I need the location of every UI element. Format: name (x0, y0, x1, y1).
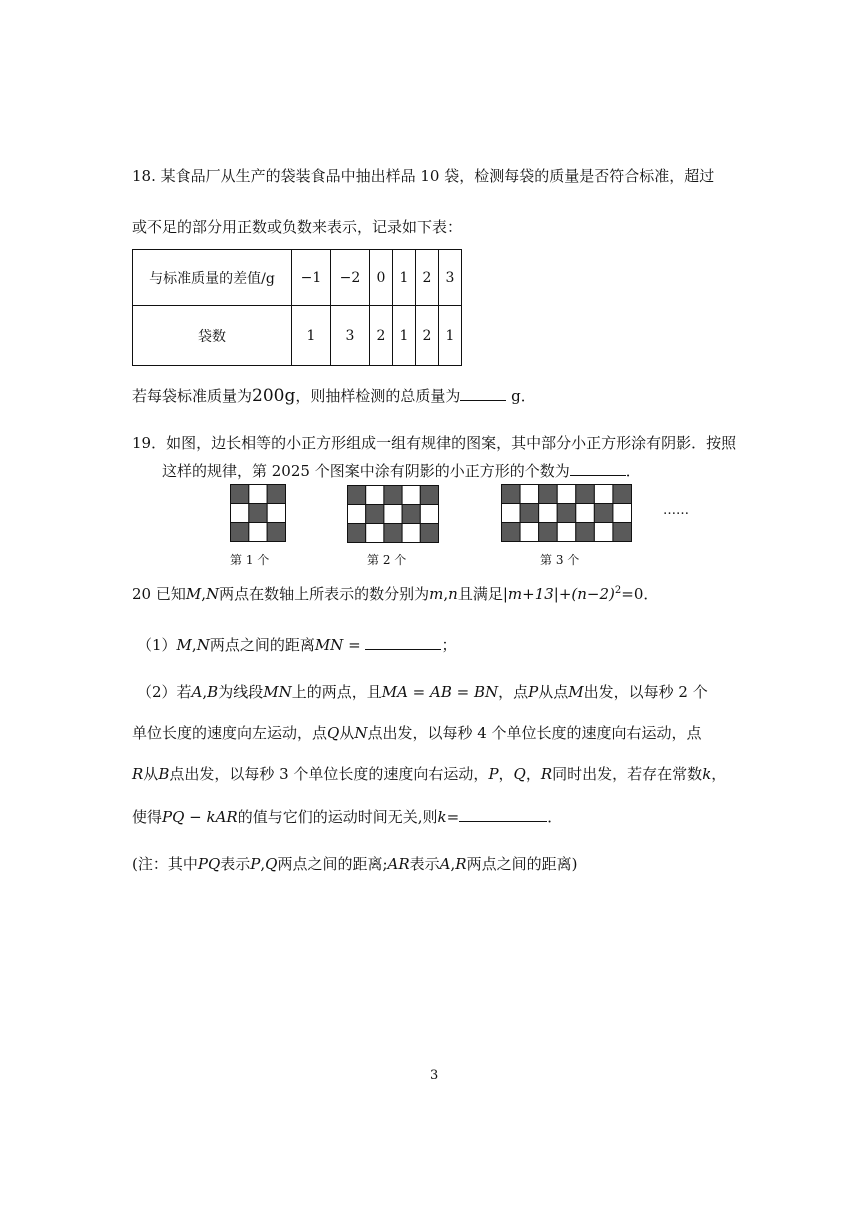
q18-line1: 18. 某食品厂从生产的袋装食品中抽出样品 10 袋，检测每袋的质量是否符合标准，超过 (132, 167, 715, 185)
q18-table (132, 249, 462, 366)
white-square (231, 504, 249, 523)
table-cell: 3 (331, 306, 370, 366)
shaded-square (539, 523, 558, 542)
shaded-square (402, 505, 420, 524)
table-cell: 0 (370, 250, 393, 306)
shaded-square (576, 523, 595, 542)
q18-answer-line: 若每袋标准质量为200g，则抽样检测的总质量为 g． (132, 386, 536, 406)
shaded-square (613, 523, 632, 542)
shaded-square (267, 485, 285, 504)
q20-part2-line4: 使得PQ − kAR的值与它们的运动时间无关,则k= ． (132, 808, 563, 826)
pattern-1 (230, 484, 286, 542)
table-header-diff: 与标准质量的差值/g (133, 250, 292, 306)
q19-line1: 19．如图，边长相等的小正方形组成一组有规律的图案，其中部分小正方形涂有阴影．按照 (132, 434, 737, 452)
shaded-square (348, 486, 366, 505)
white-square (348, 505, 366, 524)
shaded-square (420, 486, 438, 505)
shaded-square (520, 504, 539, 523)
shaded-square (502, 523, 521, 542)
white-square (502, 504, 521, 523)
shaded-square (539, 485, 558, 504)
shaded-square (420, 524, 438, 543)
table-cell: 2 (416, 306, 439, 366)
shaded-square (557, 504, 576, 523)
answer-blank[interactable] (570, 461, 626, 476)
white-square (249, 523, 267, 542)
q20-part1: （1）M,N两点之间的距离MN = ； (137, 636, 457, 654)
pattern-2-cells (348, 486, 439, 543)
table-cell: 1 (393, 250, 416, 306)
white-square (594, 523, 613, 542)
q18-line2: 或不足的部分用正数或负数来表示，记录如下表： (132, 218, 463, 236)
page-number: 3 (430, 1068, 439, 1083)
white-square (557, 523, 576, 542)
pattern-3 (501, 484, 632, 542)
shaded-square (384, 486, 402, 505)
caption-2: 第 2 个 (367, 553, 407, 567)
shaded-square (231, 485, 249, 504)
white-square (267, 504, 285, 523)
white-square (557, 485, 576, 504)
q20-note: (注：其中PQ表示P,Q两点之间的距离;AR表示A,R两点之间的距离) (132, 855, 578, 873)
answer-blank[interactable] (460, 386, 506, 401)
ellipsis: …… (663, 503, 689, 518)
table-header-count: 袋数 (133, 306, 292, 366)
white-square (366, 486, 384, 505)
pattern-3-cells (502, 485, 632, 542)
white-square (366, 524, 384, 543)
q19-line2: 这样的规律，第 2025 个图案中涂有阴影的小正方形的个数为 ． (162, 462, 641, 480)
shaded-square (366, 505, 384, 524)
table-cell: 1 (393, 306, 416, 366)
table-cell: −2 (331, 250, 370, 306)
shaded-square (231, 523, 249, 542)
white-square (520, 523, 539, 542)
white-square (249, 485, 267, 504)
table-cell: 1 (292, 306, 331, 366)
shaded-square (502, 485, 521, 504)
white-square (613, 504, 632, 523)
white-square (539, 504, 558, 523)
table-cell: 2 (416, 250, 439, 306)
shaded-square (249, 504, 267, 523)
pattern-2 (347, 485, 439, 543)
caption-1: 第 1 个 (230, 553, 270, 567)
white-square (576, 504, 595, 523)
shaded-square (576, 485, 595, 504)
table-cell: 2 (370, 306, 393, 366)
q20-line1: 20 已知M,N两点在数轴上所表示的数分别为m,n且满足$|m+13|+(n-2)^2=0$． (132, 585, 659, 603)
white-square (402, 486, 420, 505)
q20-part2-line3: R从B点出发，以每秒 3 个单位长度的速度向右运动，P，Q，R同时出发，若存在常数k， (132, 765, 727, 783)
answer-blank[interactable] (365, 635, 441, 650)
shaded-square (384, 524, 402, 543)
q20-part2-line2: 单位长度的速度向左运动，点Q从N点出发，以每秒 4 个单位长度的速度向右运动，点 (132, 724, 702, 742)
white-square (420, 505, 438, 524)
pattern-1-cells (231, 485, 286, 542)
table-cell: 3 (439, 250, 462, 306)
white-square (402, 524, 420, 543)
shaded-square (613, 485, 632, 504)
white-square (520, 485, 539, 504)
table-cell: 1 (439, 306, 462, 366)
shaded-square (594, 504, 613, 523)
q20-part2-line1: （2）若A,B为线段MN上的两点，且MA = AB = BN，点P从点M出发，以每秒 2 个 (137, 683, 708, 701)
table-cell: −1 (292, 250, 331, 306)
answer-blank[interactable] (459, 807, 547, 822)
white-square (384, 505, 402, 524)
white-square (594, 485, 613, 504)
shaded-square (348, 524, 366, 543)
shaded-square (267, 523, 285, 542)
caption-3: 第 3 个 (540, 553, 580, 567)
